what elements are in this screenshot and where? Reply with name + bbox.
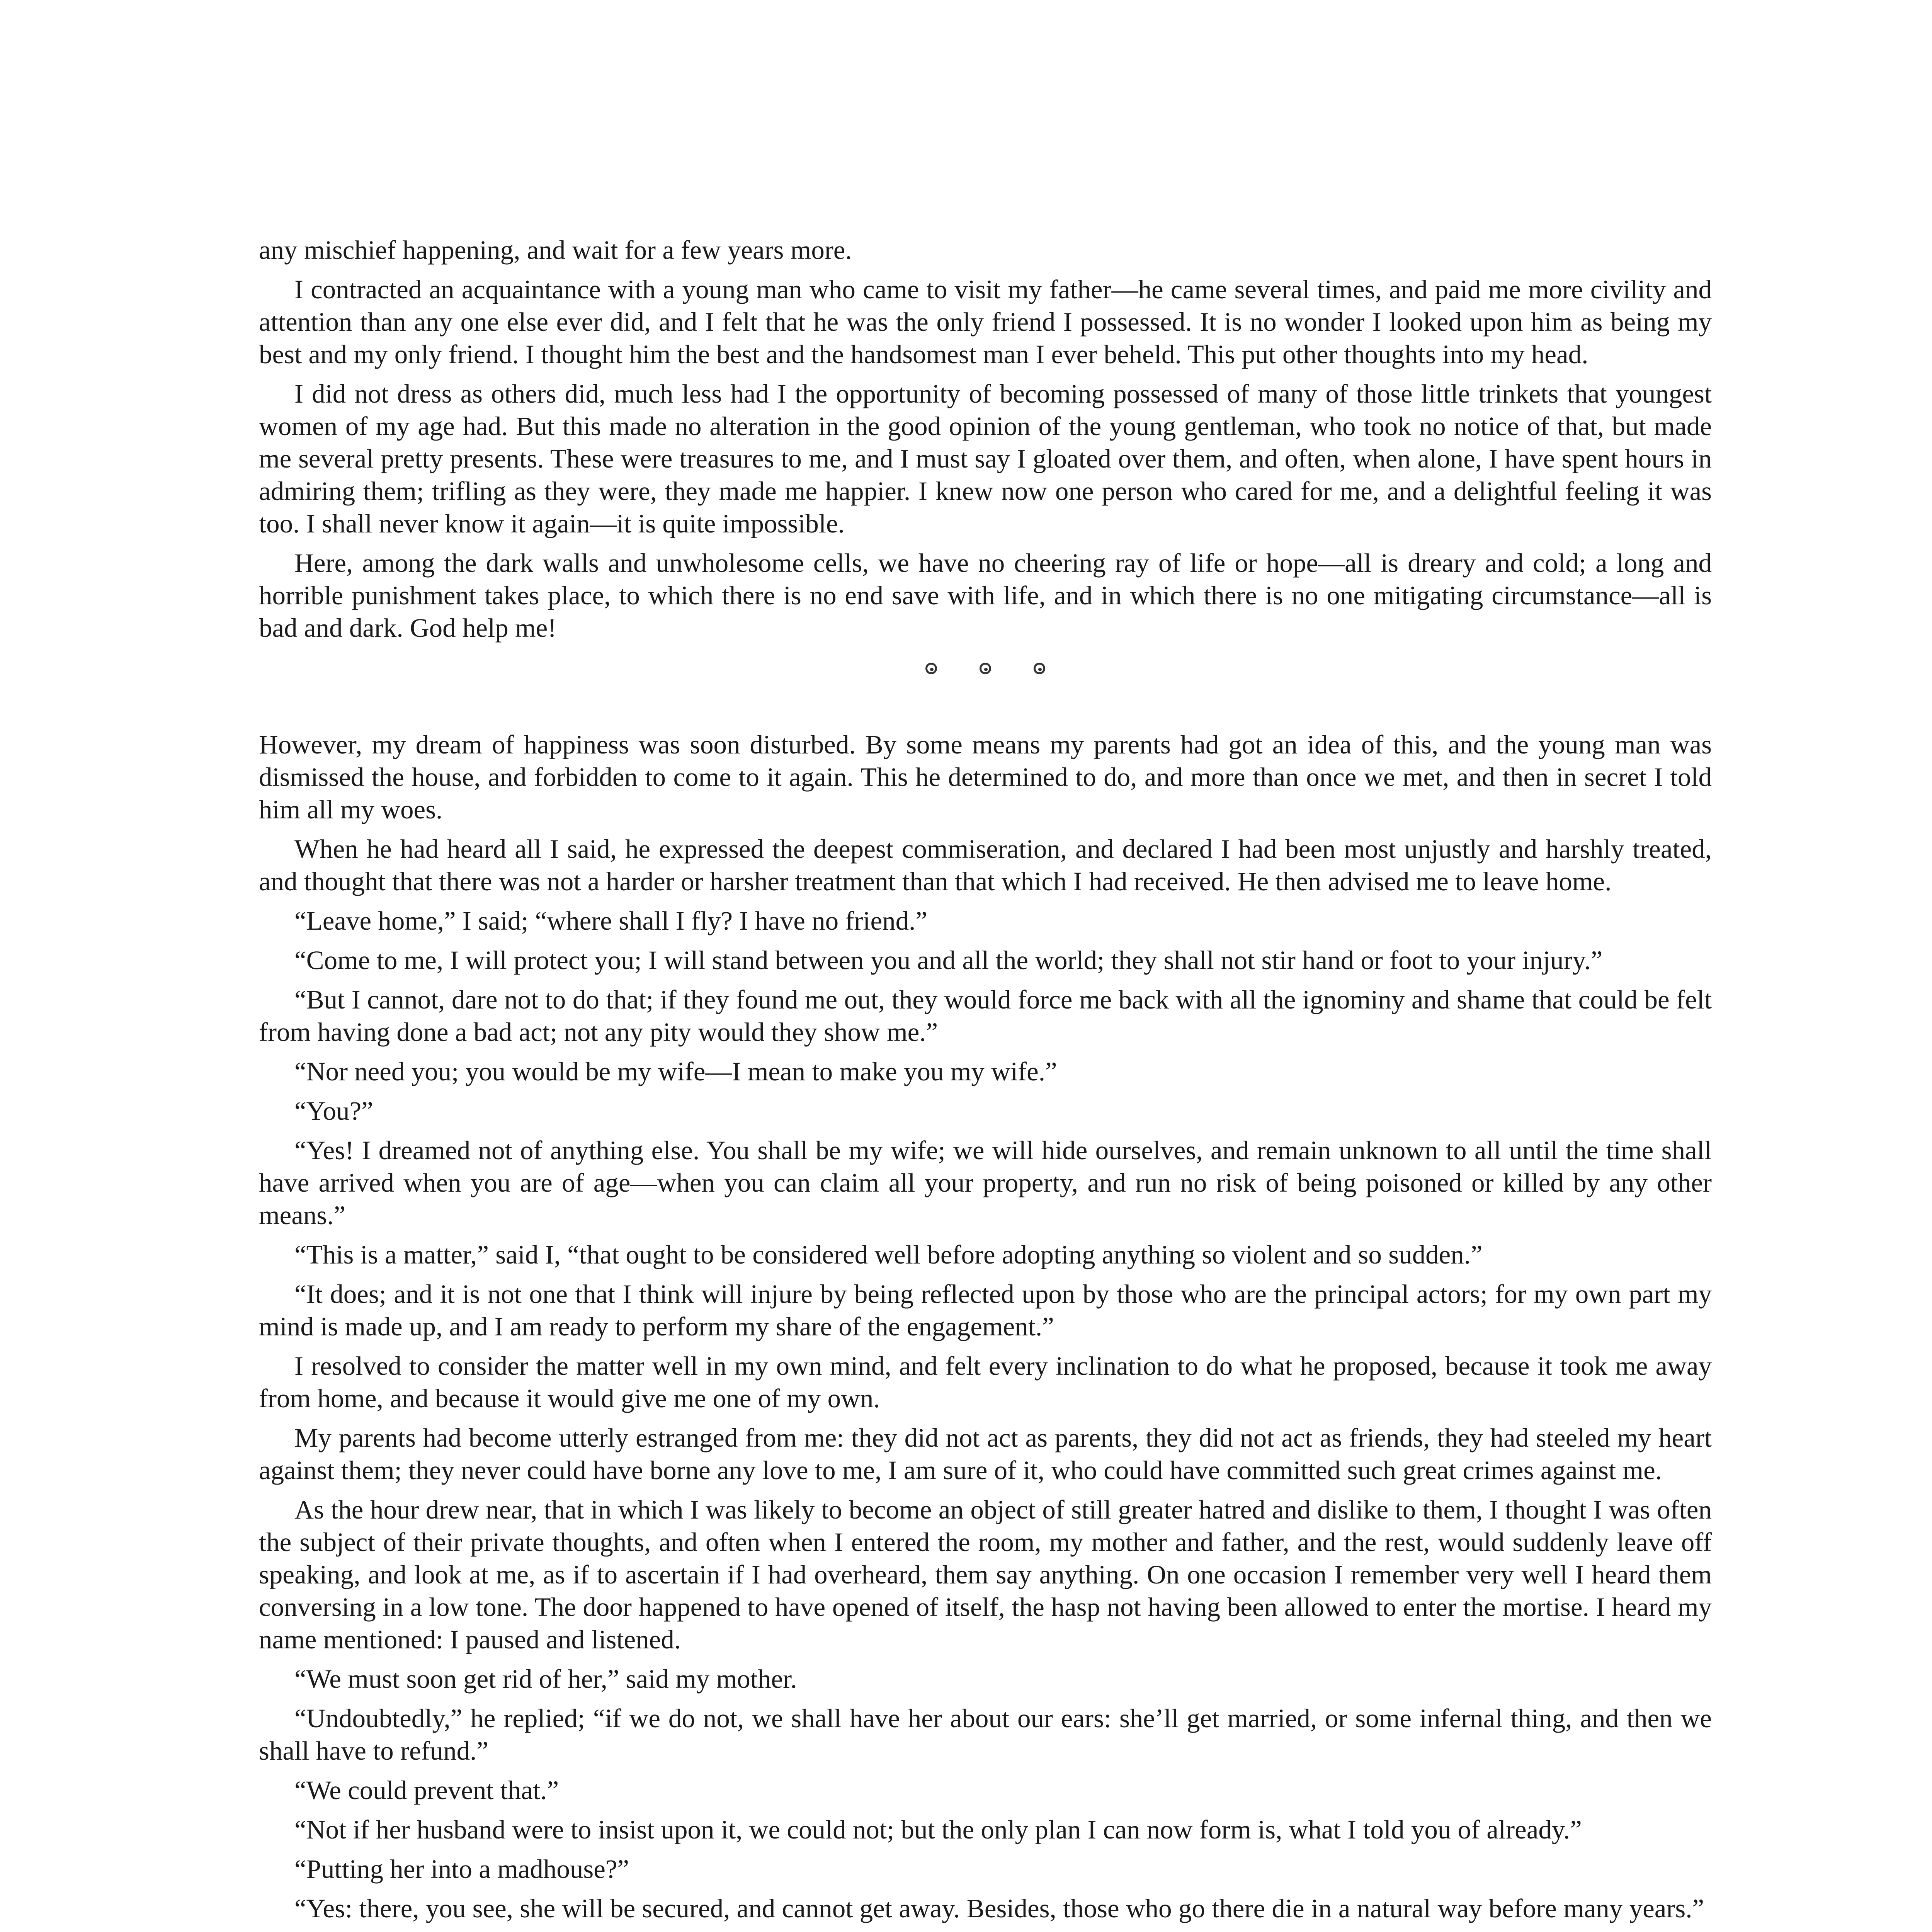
- text-section-2: [259, 728, 1712, 1932]
- paragraph: “This is a matter,” said I, “that ought to be considered well before adopting anything so violent and so sudden.”: [294, 1240, 1483, 1269]
- paragraph: “But I cannot, dare not to do that; if they found me out, they would force me back with all the ignominy and shame that could be felt from having done a bad act; not any pity would they show me.”: [259, 985, 1712, 1047]
- paragraph: “Not if her husband were to insist upon it, we could not; but the only plan I can now form is, what I told you of already.”: [294, 1815, 1582, 1844]
- paragraph: Here, among the dark walls and unwholesome cells, we have no cheering ray of life or hope—all is dreary and cold; a long and horrible punishment takes place, to which there is no end save with life, and in which there is no one mitigating circumstance—all is bad and dark. God help me!: [259, 548, 1712, 643]
- paragraph: “Leave home,” I said; “where shall I fly? I have no friend.”: [294, 906, 927, 935]
- paragraph: “Come to me, I will protect you; I will stand between you and all the world; they shall not stir hand or foot to your injury.”: [294, 946, 1603, 975]
- ornamental-dot-icon: [925, 663, 937, 674]
- page-body: [259, 234, 1712, 1932]
- paragraph: “Putting her into a madhouse?”: [294, 1854, 629, 1884]
- paragraph: My parents had become utterly estranged from me: they did not act as parents, they did not act as friends, they had steeled my heart against them; they never could have borne any love to me, I am sure of it, who could have committed such great crimes against me.: [259, 1423, 1712, 1485]
- paragraph: “We could prevent that.”: [294, 1776, 559, 1805]
- paragraph: “Undoubtedly,” he replied; “if we do not, we shall have her about our ears: she’ll get married, or some infernal thing, and then we shall have to refund.”: [259, 1704, 1712, 1765]
- paragraph: “Yes! I dreamed not of anything else. You shall be my wife; we will hide ourselves, and remain unknown to all until the time shall have arrived when you are of age—when you can claim all your property, and run no risk of being poisoned or killed by any other means.”: [259, 1136, 1712, 1230]
- paragraph: “It does; and it is not one that I think will injure by being reflected upon by those who are the principal actors; for my own part my mind is made up, and I am ready to perform my share of the engagement.”: [259, 1279, 1712, 1341]
- ornamental-dot-icon: [980, 663, 991, 674]
- paragraph: “Yes: there, you see, she will be secured, and cannot get away. Besides, those who go there die in a natural way before many years.”: [294, 1894, 1704, 1923]
- paragraph: I did not dress as others did, much less had I the opportunity of becoming possessed of many of those little trinkets that youngest women of my age had. But this made no alteration in the good opinion of the young gentleman, who took no notice of that, but made me several pretty presents. These were treasures to me, and I must say I gloated over them, and often, when alone, I have spent hours in admiring them; trifling as they were, they made me happier. I knew now one person who cared for me, and a delightful feeling it was too. I shall never know it again—it is quite impossible.: [259, 379, 1712, 538]
- ornamental-dot-icon: [1034, 663, 1045, 674]
- paragraph: When he had heard all I said, he expressed the deepest commiseration, and declared I had been most unjustly and harshly treated, and thought that there was not a harder or harsher treatment than that which I had received. He then advised me to leave home.: [259, 834, 1712, 896]
- paragraph: “You?”: [294, 1096, 373, 1126]
- paragraph: “We must soon get rid of her,” said my mother.: [294, 1664, 797, 1694]
- paragraph: I contracted an acquaintance with a young man who came to visit my father—he came several times, and paid me more civility and attention than any one else ever did, and I felt that he was the only friend I possessed. It is no wonder I looked upon him as being my best and my only friend. I thought him the best and the handsomest man I ever beheld. This put other thoughts into my head.: [259, 275, 1712, 369]
- paragraph: I resolved to consider the matter well in my own mind, and felt every inclination to do what he proposed, because it took me away from home, and because it would give me one of my own.: [259, 1351, 1712, 1413]
- paragraph: However, my dream of happiness was soon disturbed. By some means my parents had got an idea of this, and the young man was dismissed the house, and forbidden to come to it again. This he determined to do, and more than once we met, and then in secret I told him all my woes.: [259, 730, 1712, 824]
- paragraph: As the hour drew near, that in which I was likely to become an object of still greater hatred and dislike to them, I thought I was often the subject of their private thoughts, and often when I entered the room, my mother and father, and the rest, would suddenly leave off speaking, and look at me, as if to ascertain if I had overheard, them say anything. On one occasion I remember very well I heard them conversing in a low tone. The door happened to have opened of itself, the hasp not having been allowed to enter the mortise. I heard my name mentioned: I paused and listened.: [259, 1495, 1712, 1654]
- paragraph: “Nor need you; you would be my wife—I mean to make you my wife.”: [294, 1057, 1057, 1086]
- section-separator: [259, 651, 1712, 686]
- paragraph: any mischief happening, and wait for a few years more.: [259, 235, 852, 265]
- text-section-1: [259, 234, 1712, 644]
